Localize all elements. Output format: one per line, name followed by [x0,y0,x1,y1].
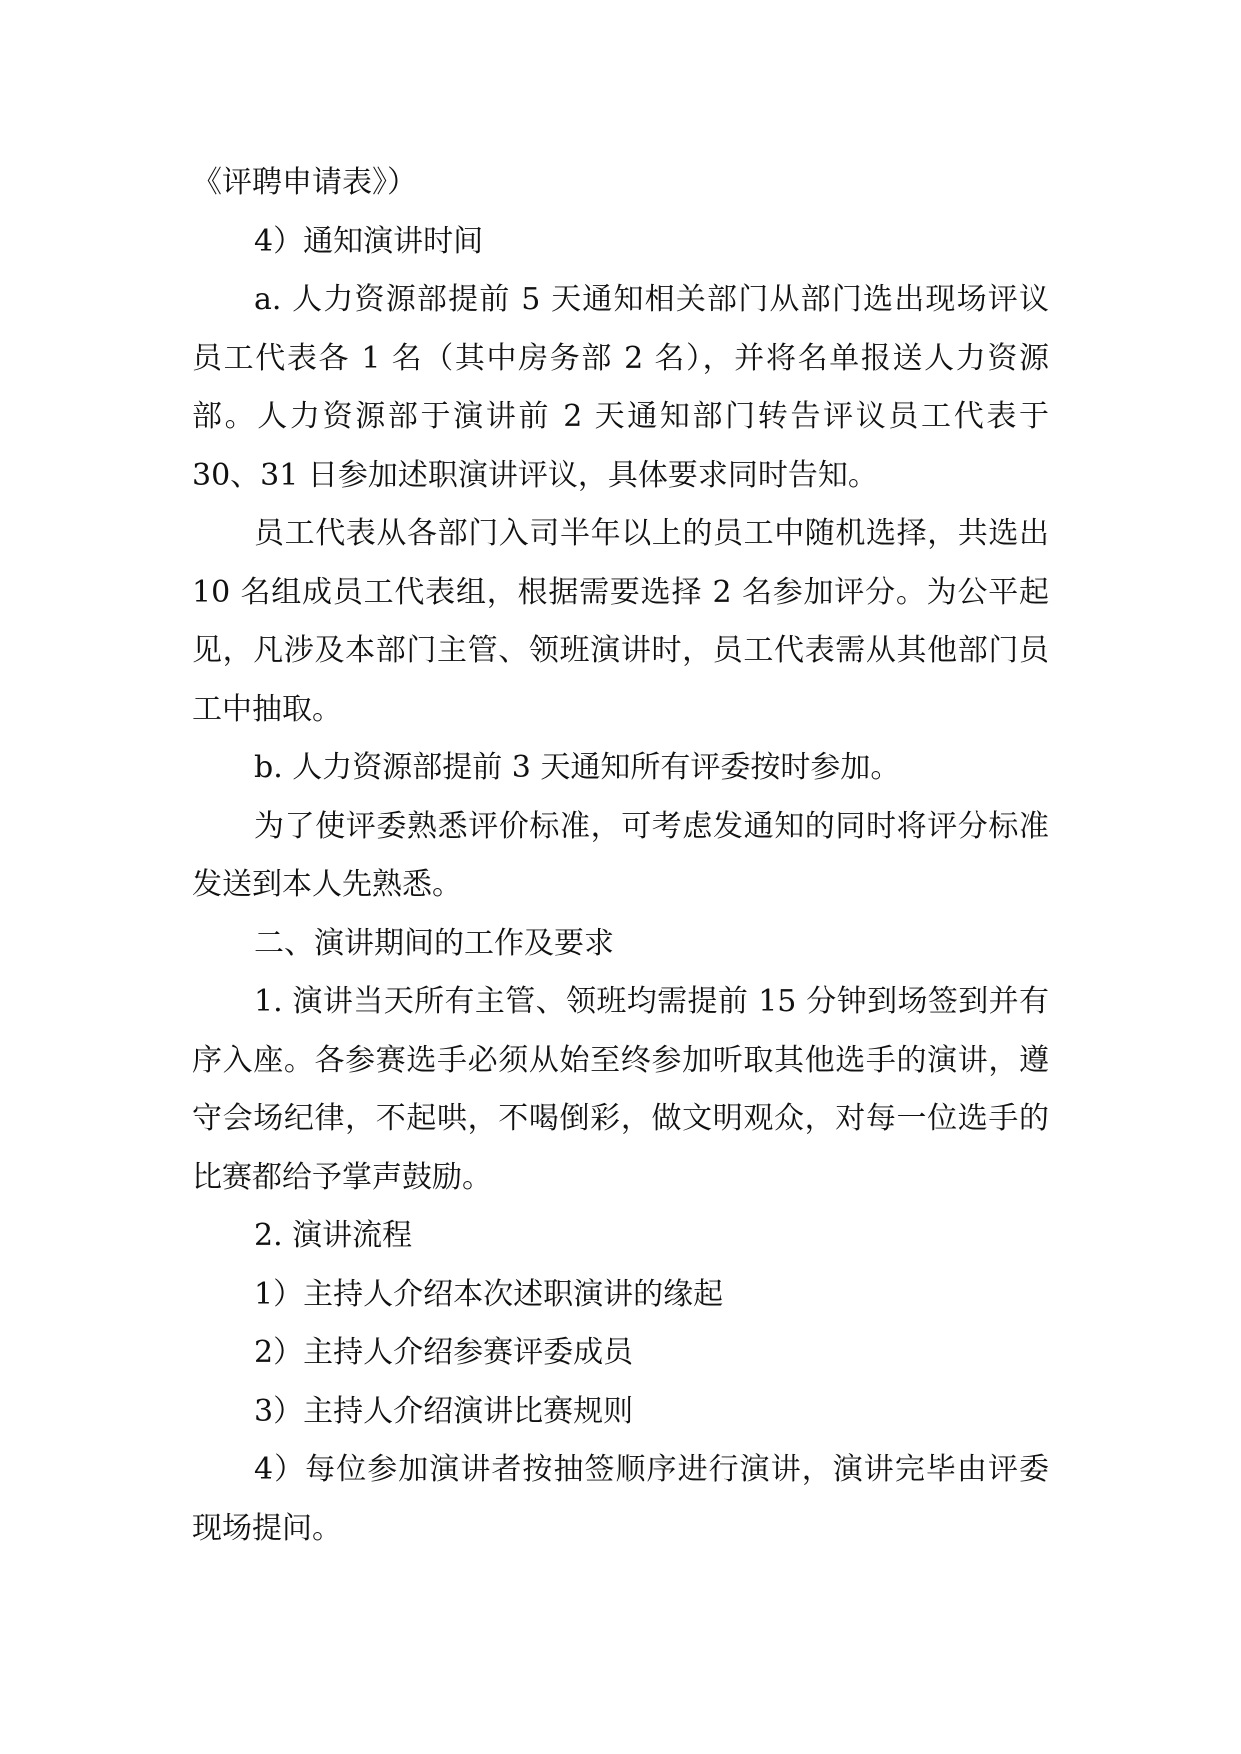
paragraph-speech-process-heading: 2. 演讲流程 [254,1218,413,1253]
paragraph-speech-day-requirements: 1. 演讲当天所有主管、领班均需提前 15 分钟到场签到并有序入座。各参赛选手必须从始至终参加听取其他选手的演讲，遵守会场纪律，不起哄，不喝倒彩，做文明观众，对每一位选手的比赛都给予掌声鼓励。 [192,984,1049,1195]
paragraph-employee-representatives: 员工代表从各部门入司半年以上的员工中随机选择，共选出 10 名组成员工代表组，根据需要选择 2 名参加评分。为公平起见，凡涉及本部门主管、领班演讲时，员工代表需从其他部门员工中抽取。 [192,516,1049,727]
paragraph-scoring-standards: 为了使评委熟悉评价标准，可考虑发通知的同时将评分标准发送到本人先熟悉。 [192,808,1049,902]
list-item-process-step-1: 1）主持人介绍本次述职演讲的缘起 [254,1276,724,1312]
paragraph-hr-notify-departments: a. 人力资源部提前 5 天通知相关部门从部门选出现场评议员工代表各 1 名（其中房务部 2 名），并将名单报送人力资源部。人力资源部于演讲前 2 天通知部门转告评议员工代表于 30、31 日参加述职演讲评议，具体要求同时告知。 [192,282,1049,493]
paragraph-notify-time-heading: 4）通知演讲时间 [254,223,484,259]
list-item-process-step-3: 3）主持人介绍演讲比赛规则 [254,1393,634,1429]
paragraph-form-name: 《评聘申请表》） [192,165,417,200]
section-heading-speech-period: 二、演讲期间的工作及要求 [254,925,614,961]
list-item-process-step-2: 2）主持人介绍参赛评委成员 [254,1335,634,1370]
paragraph-hr-notify-judges: b. 人力资源部提前 3 天通知所有评委按时参加。 [254,750,901,785]
list-item-process-step-4: 4）每位参加演讲者按抽签顺序进行演讲，演讲完毕由评委现场提问。 [192,1452,1049,1546]
document-body [192,154,1049,1558]
